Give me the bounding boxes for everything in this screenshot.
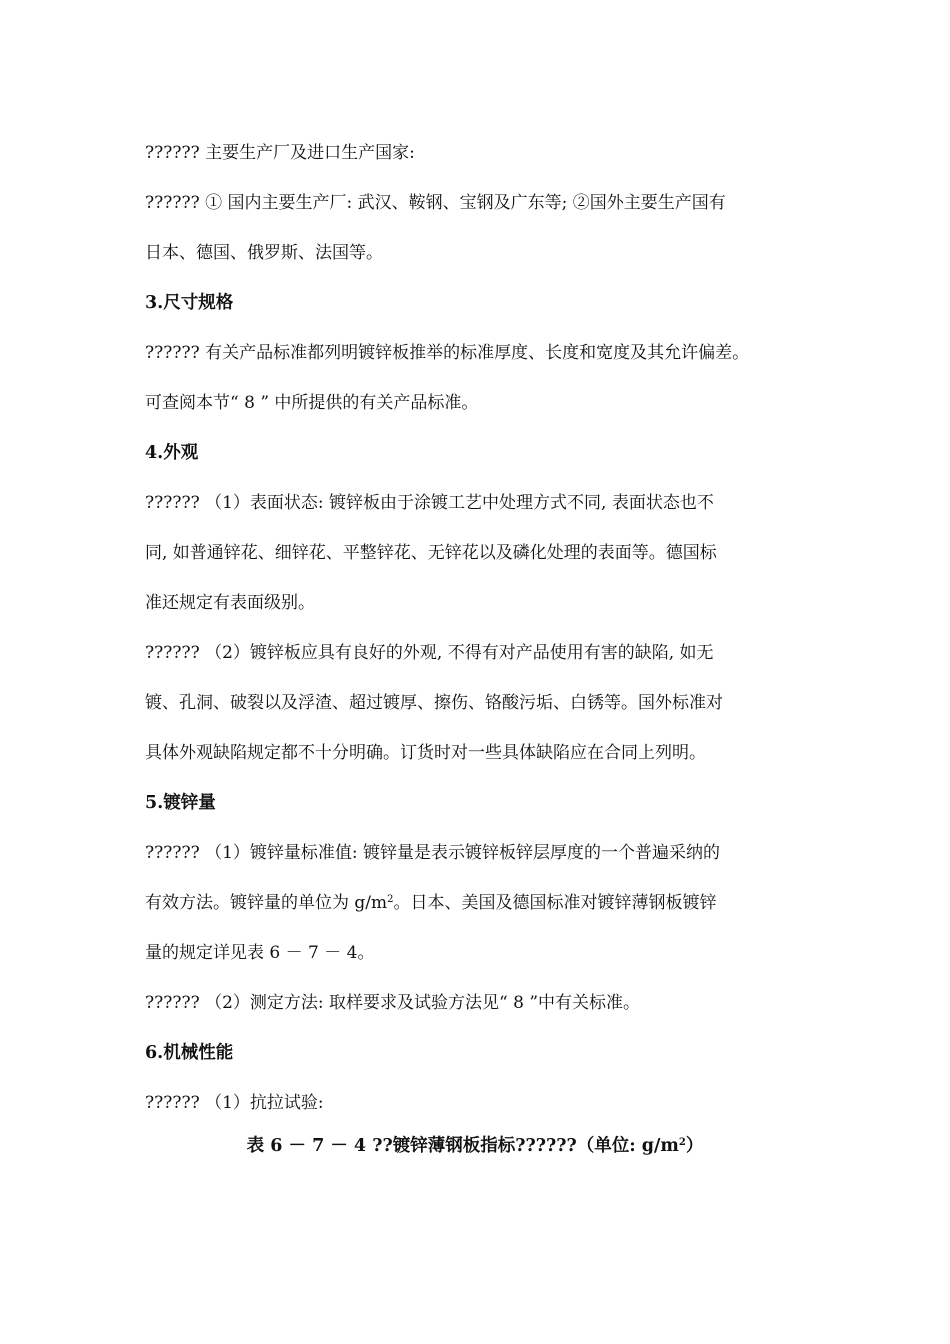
document-body [145, 128, 805, 1128]
heading-zinc-coating: 5.镀锌量 [145, 793, 216, 813]
paragraph-test-method: ?????? （2）测定方法: 取样要求及试验方法见“ 8 ”中有关标准。 [145, 993, 641, 1013]
paragraph-size-line-2: 可查阅本节“ 8 ” 中所提供的有关产品标准。 [145, 393, 479, 413]
paragraph-coating-line-2 [145, 878, 805, 928]
paragraph-coating-line-1: ?????? （1）镀锌量标准值: 镀锌量是表示镀锌板锌层厚度的一个普遍采纳的 [145, 843, 721, 863]
coating-line-2-rest: 。日本、美国及德国标准对镀锌薄钢板镀锌 [393, 893, 717, 913]
paragraph-surface-line-1: ?????? （1）表面状态: 镀锌板由于涂镀工艺中处理方式不同, 表面状态也不 [145, 493, 714, 513]
heading-size-spec: 3.尺寸规格 [145, 293, 234, 313]
paragraph-surface-line-2: 同, 如普通锌花、细锌花、平整锌花、无锌花以及磷化处理的表面等。德国标 [145, 543, 717, 563]
paragraph-tensile-test: ?????? （1）抗拉试验: [145, 1093, 324, 1113]
paragraph-size-line-1: ?????? 有关产品标准都列明镀锌板推举的标准厚度、长度和宽度及其允许偏差。 [145, 343, 750, 363]
table-caption [0, 1128, 950, 1164]
paragraph-main-producers-intro: ?????? 主要生产厂及进口生产国家: [145, 143, 415, 163]
table-caption-superscript: 2 [678, 1137, 686, 1148]
coating-unit-text: 有效方法。镀锌量的单位为 g/m [145, 893, 388, 913]
heading-appearance: 4.外观 [145, 443, 199, 463]
heading-mechanical: 6.机械性能 [145, 1043, 234, 1063]
paragraph-producers-line-2: 日本、德国、俄罗斯、法国等。 [145, 243, 383, 263]
paragraph-defects-line-1: ?????? （2）镀锌板应具有良好的外观, 不得有对产品使用有害的缺陷, 如无 [145, 643, 714, 663]
table-caption-text: 表 6 － 7 － 4 ??镀锌薄钢板指标??????（单位: g/m [246, 1136, 679, 1156]
paragraph-producers-line-1: ?????? ① 国内主要生产厂: 武汉、鞍钢、宝钢及广东等; ②国外主要生产国有 [145, 193, 726, 213]
paragraph-defects-line-2: 镀、孔洞、破裂以及浮渣、超过镀厚、擦伤、铬酸污垢、白锈等。国外标准对 [145, 693, 723, 713]
paragraph-coating-line-3: 量的规定详见表 6 － 7 － 4。 [145, 943, 375, 963]
table-caption-close: ） [685, 1136, 704, 1156]
paragraph-surface-line-3: 准还规定有表面级别。 [145, 593, 315, 613]
coating-unit-superscript: 2 [387, 894, 394, 905]
paragraph-defects-line-3: 具体外观缺陷规定都不十分明确。订货时对一些具体缺陷应在合同上列明。 [145, 743, 706, 763]
